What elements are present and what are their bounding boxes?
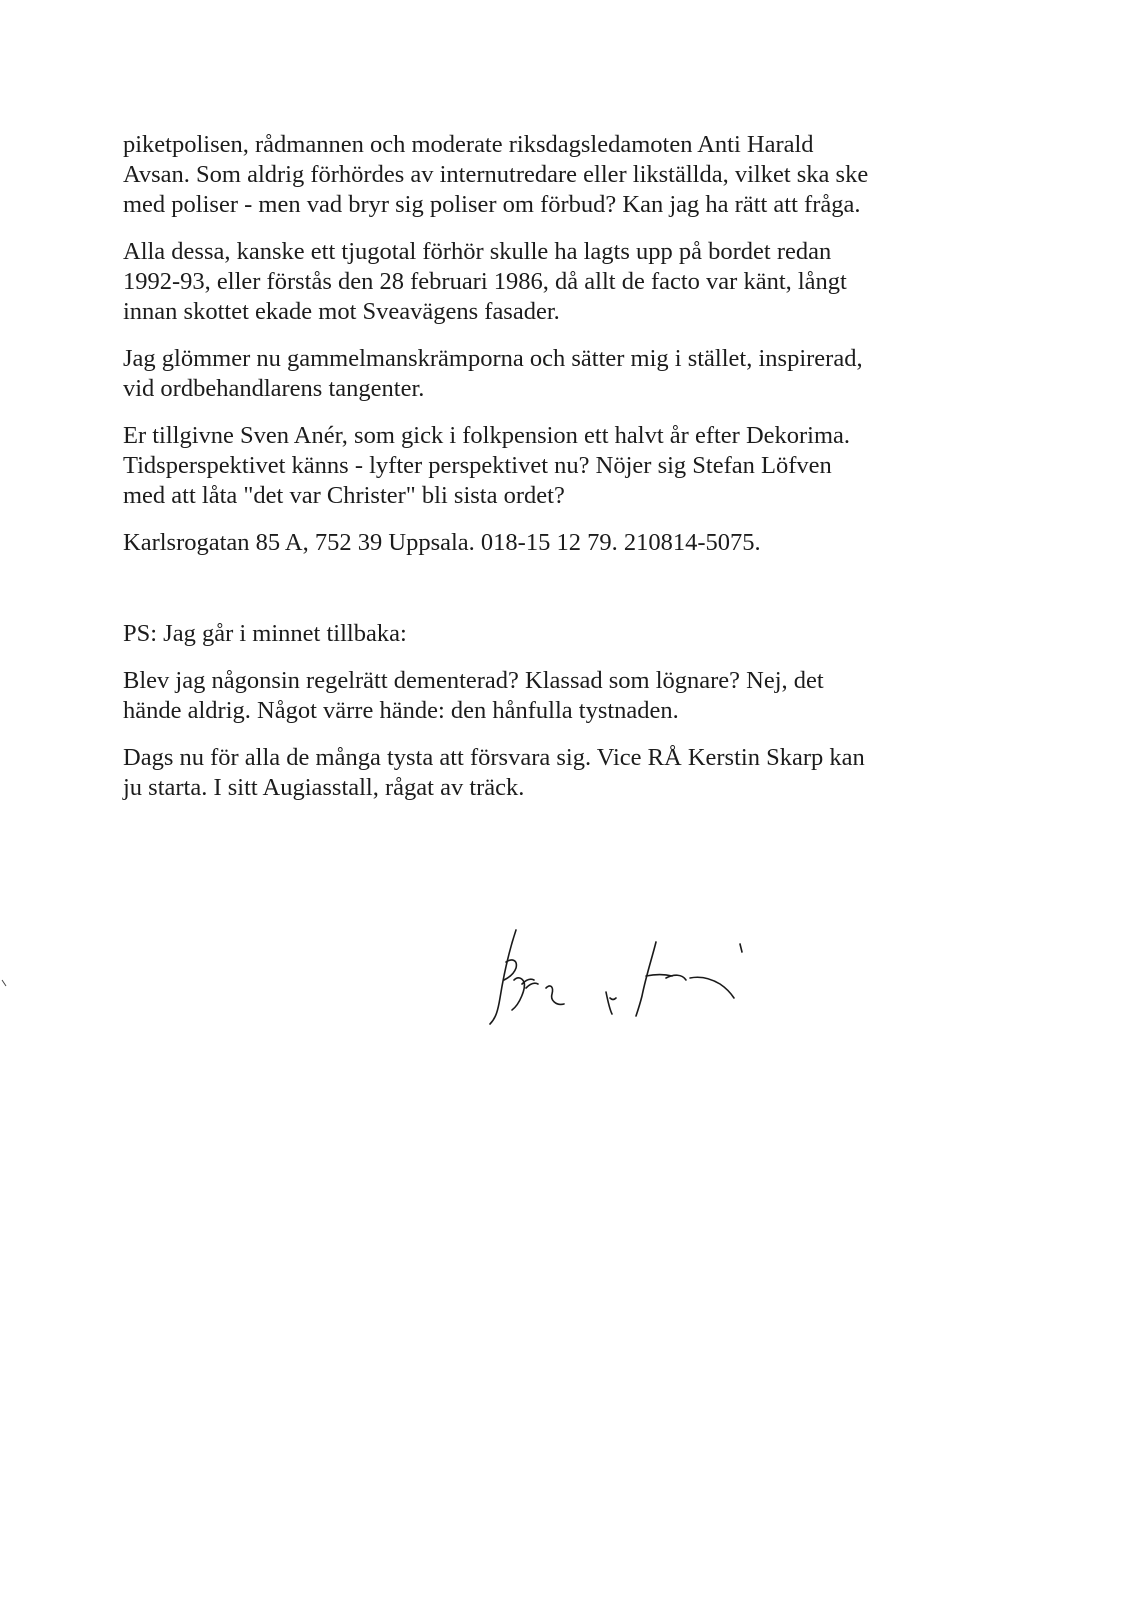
text-line: ju starta. I sitt Augiasstall, rågat av träck. xyxy=(123,774,525,801)
paragraph-2 xyxy=(123,237,983,327)
address-line xyxy=(123,528,983,558)
text-line: Avsan. Som aldrig förhördes av internutredare eller likställda, vilket ska ske xyxy=(123,161,869,188)
text-line: piketpolisen, rådmannen och moderate riksdagsledamoten Anti Harald xyxy=(123,131,814,158)
text-line: Dags nu för alla de många tysta att försvara sig. Vice RÅ Kerstin Skarp kan xyxy=(123,744,865,771)
text-line: Alla dessa, kanske ett tjugotal förhör skulle ha lagts upp på bordet redan xyxy=(123,238,832,265)
scan-mark xyxy=(0,976,8,992)
paragraph-4 xyxy=(123,421,983,511)
text-line: med poliser - men vad bryr sig poliser om förbud? Kan jag ha rätt att fråga. xyxy=(123,191,861,218)
paragraph-1 xyxy=(123,130,983,220)
postscript-heading xyxy=(123,619,983,649)
paragraph-3 xyxy=(123,344,983,404)
text-line: Karlsrogatan 85 A, 752 39 Uppsala. 018-15 12 79. 210814-5075. xyxy=(123,529,761,556)
text-line: Tidsperspektivet känns - lyfter perspektivet nu? Nöjer sig Stefan Löfven xyxy=(123,452,832,479)
text-line: PS: Jag går i minnet tillbaka: xyxy=(123,620,407,647)
text-line: Jag glömmer nu gammelmanskrämporna och sätter mig i stället, inspirerad, xyxy=(123,345,863,372)
paragraph-7 xyxy=(123,743,983,803)
text-line: Er tillgivne Sven Anér, som gick i folkpension ett halvt år efter Dekorima. xyxy=(123,422,851,449)
letter-body xyxy=(123,130,983,820)
text-line: 1992-93, eller förstås den 28 februari 1986, då allt de facto var känt, långt xyxy=(123,268,847,295)
text-line: hände aldrig. Något värre hände: den hånfulla tystnaden. xyxy=(123,697,679,724)
handwritten-signature xyxy=(478,918,778,1038)
text-line: innan skottet ekade mot Sveavägens fasader. xyxy=(123,298,560,325)
paragraph-6 xyxy=(123,666,983,726)
text-line: Blev jag någonsin regelrätt dementerad? Klassad som lögnare? Nej, det xyxy=(123,667,824,694)
text-line: med att låta "det var Christer" bli sista ordet? xyxy=(123,482,565,509)
text-line: vid ordbehandlarens tangenter. xyxy=(123,375,425,402)
